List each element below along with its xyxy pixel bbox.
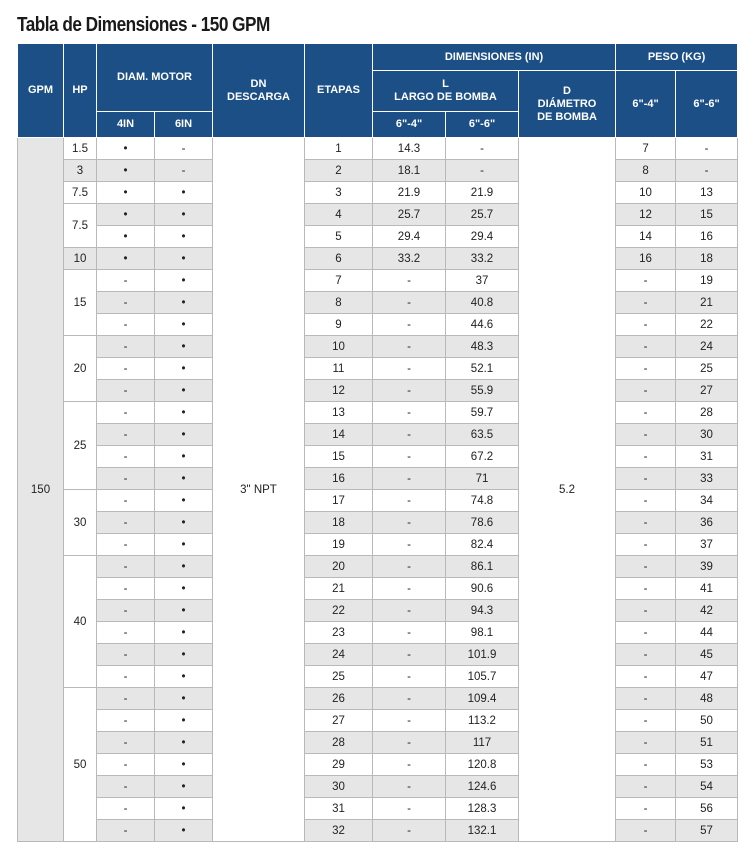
table-row bbox=[18, 666, 738, 688]
largo-66-cell: 90.6 bbox=[446, 578, 519, 600]
largo-64-cell: - bbox=[373, 358, 446, 380]
largo-66-cell: 113.2 bbox=[446, 710, 519, 732]
peso-64-cell: - bbox=[616, 534, 676, 556]
table-row bbox=[18, 776, 738, 798]
peso-64-cell: 7 bbox=[616, 138, 676, 160]
peso-66-cell: 22 bbox=[676, 314, 738, 336]
largo-66-cell: 37 bbox=[446, 270, 519, 292]
largo-66-cell: 59.7 bbox=[446, 402, 519, 424]
largo-66-cell: 25.7 bbox=[446, 204, 519, 226]
motor-6in-cell: • bbox=[155, 468, 213, 490]
largo-64-cell: - bbox=[373, 666, 446, 688]
largo-64-cell: - bbox=[373, 776, 446, 798]
table-row bbox=[18, 314, 738, 336]
largo-64-cell: - bbox=[373, 424, 446, 446]
hp-cell: 7.5 bbox=[64, 182, 97, 204]
peso-66-cell: 48 bbox=[676, 688, 738, 710]
largo-64-cell: 21.9 bbox=[373, 182, 446, 204]
motor-4in-cell: - bbox=[97, 578, 155, 600]
motor-4in-cell: - bbox=[97, 380, 155, 402]
largo-64-cell: - bbox=[373, 512, 446, 534]
motor-4in-cell: - bbox=[97, 556, 155, 578]
motor-4in-cell: - bbox=[97, 798, 155, 820]
motor-6in-cell: • bbox=[155, 644, 213, 666]
dimensions-table-container bbox=[17, 43, 738, 842]
motor-4in-cell: • bbox=[97, 182, 155, 204]
hp-cell: 20 bbox=[64, 336, 97, 402]
peso-64-cell: - bbox=[616, 424, 676, 446]
hp-cell: 50 bbox=[64, 688, 97, 842]
motor-4in-cell: - bbox=[97, 446, 155, 468]
header-l-label: L bbox=[442, 78, 449, 90]
motor-4in-cell: - bbox=[97, 754, 155, 776]
peso-64-cell: - bbox=[616, 468, 676, 490]
etapas-cell: 11 bbox=[305, 358, 373, 380]
motor-6in-cell: • bbox=[155, 710, 213, 732]
peso-66-cell: 42 bbox=[676, 600, 738, 622]
largo-64-cell: - bbox=[373, 446, 446, 468]
table-row bbox=[18, 754, 738, 776]
motor-4in-cell: • bbox=[97, 226, 155, 248]
peso-64-cell: - bbox=[616, 710, 676, 732]
motor-6in-cell: • bbox=[155, 820, 213, 842]
largo-66-cell: 78.6 bbox=[446, 512, 519, 534]
etapas-cell: 22 bbox=[305, 600, 373, 622]
etapas-cell: 15 bbox=[305, 446, 373, 468]
peso-66-cell: 50 bbox=[676, 710, 738, 732]
peso-66-cell: 33 bbox=[676, 468, 738, 490]
table-row bbox=[18, 600, 738, 622]
largo-64-cell: - bbox=[373, 336, 446, 358]
table-row bbox=[18, 248, 738, 270]
motor-4in-cell: - bbox=[97, 600, 155, 622]
motor-4in-cell: - bbox=[97, 666, 155, 688]
header-hp: HP bbox=[64, 44, 97, 138]
peso-66-cell: 24 bbox=[676, 336, 738, 358]
etapas-cell: 14 bbox=[305, 424, 373, 446]
header-motor-6in: 6IN bbox=[155, 112, 213, 138]
header-largo-bomba bbox=[373, 71, 519, 112]
table-row bbox=[18, 380, 738, 402]
etapas-cell: 10 bbox=[305, 336, 373, 358]
peso-66-cell: 44 bbox=[676, 622, 738, 644]
motor-4in-cell: - bbox=[97, 732, 155, 754]
motor-4in-cell: - bbox=[97, 644, 155, 666]
largo-64-cell: - bbox=[373, 556, 446, 578]
motor-6in-cell: • bbox=[155, 578, 213, 600]
table-row bbox=[18, 292, 738, 314]
largo-66-cell: 55.9 bbox=[446, 380, 519, 402]
table-row bbox=[18, 226, 738, 248]
table-row bbox=[18, 424, 738, 446]
largo-64-cell: - bbox=[373, 534, 446, 556]
header-dimensiones: DIMENSIONES (IN) bbox=[373, 44, 616, 71]
motor-6in-cell: • bbox=[155, 226, 213, 248]
table-row bbox=[18, 710, 738, 732]
page-title: Tabla de Dimensiones - 150 GPM bbox=[17, 14, 270, 36]
peso-64-cell: 10 bbox=[616, 182, 676, 204]
largo-66-cell: 74.8 bbox=[446, 490, 519, 512]
table-row bbox=[18, 688, 738, 710]
motor-4in-cell: • bbox=[97, 204, 155, 226]
peso-66-cell: 51 bbox=[676, 732, 738, 754]
peso-64-cell: - bbox=[616, 270, 676, 292]
peso-64-cell: - bbox=[616, 402, 676, 424]
etapas-cell: 2 bbox=[305, 160, 373, 182]
motor-4in-cell: - bbox=[97, 358, 155, 380]
motor-6in-cell: • bbox=[155, 688, 213, 710]
largo-64-cell: - bbox=[373, 468, 446, 490]
peso-64-cell: - bbox=[616, 600, 676, 622]
header-diam-motor: DIAM. MOTOR bbox=[97, 44, 213, 112]
etapas-cell: 27 bbox=[305, 710, 373, 732]
etapas-cell: 8 bbox=[305, 292, 373, 314]
table-row bbox=[18, 644, 738, 666]
peso-66-cell: 21 bbox=[676, 292, 738, 314]
motor-4in-cell: • bbox=[97, 160, 155, 182]
table-row bbox=[18, 138, 738, 160]
largo-64-cell: - bbox=[373, 600, 446, 622]
table-row bbox=[18, 336, 738, 358]
peso-66-cell: 27 bbox=[676, 380, 738, 402]
header-etapas: ETAPAS bbox=[305, 44, 373, 138]
etapas-cell: 26 bbox=[305, 688, 373, 710]
motor-4in-cell: - bbox=[97, 424, 155, 446]
motor-4in-cell: - bbox=[97, 688, 155, 710]
motor-6in-cell: • bbox=[155, 292, 213, 314]
motor-4in-cell: - bbox=[97, 270, 155, 292]
peso-66-cell: 31 bbox=[676, 446, 738, 468]
motor-6in-cell: • bbox=[155, 534, 213, 556]
gpm-cell: 150 bbox=[18, 138, 64, 842]
motor-6in-cell: • bbox=[155, 380, 213, 402]
largo-66-cell: 67.2 bbox=[446, 446, 519, 468]
largo-64-cell: - bbox=[373, 688, 446, 710]
largo-66-cell: 44.6 bbox=[446, 314, 519, 336]
peso-66-cell: 36 bbox=[676, 512, 738, 534]
largo-66-cell: 71 bbox=[446, 468, 519, 490]
header-l-64: 6"-4" bbox=[373, 112, 446, 138]
motor-6in-cell: • bbox=[155, 446, 213, 468]
peso-64-cell: - bbox=[616, 666, 676, 688]
etapas-cell: 4 bbox=[305, 204, 373, 226]
largo-64-cell: - bbox=[373, 622, 446, 644]
peso-64-cell: 8 bbox=[616, 160, 676, 182]
table-header bbox=[18, 44, 738, 138]
header-descarga-label: DESCARGA bbox=[227, 90, 290, 103]
peso-66-cell: 18 bbox=[676, 248, 738, 270]
largo-66-cell: 40.8 bbox=[446, 292, 519, 314]
largo-66-cell: 132.1 bbox=[446, 820, 519, 842]
table-row bbox=[18, 820, 738, 842]
etapas-cell: 3 bbox=[305, 182, 373, 204]
etapas-cell: 30 bbox=[305, 776, 373, 798]
motor-4in-cell: • bbox=[97, 248, 155, 270]
peso-66-cell: 47 bbox=[676, 666, 738, 688]
etapas-cell: 12 bbox=[305, 380, 373, 402]
peso-64-cell: - bbox=[616, 820, 676, 842]
motor-6in-cell: • bbox=[155, 490, 213, 512]
etapas-cell: 5 bbox=[305, 226, 373, 248]
header-diametro-label: DIÁMETRO bbox=[537, 97, 597, 110]
header-peso-66: 6"-6" bbox=[676, 71, 738, 138]
etapas-cell: 18 bbox=[305, 512, 373, 534]
largo-66-cell: 105.7 bbox=[446, 666, 519, 688]
motor-6in-cell: • bbox=[155, 732, 213, 754]
motor-4in-cell: - bbox=[97, 534, 155, 556]
motor-4in-cell: • bbox=[97, 138, 155, 160]
peso-64-cell: - bbox=[616, 754, 676, 776]
largo-64-cell: - bbox=[373, 292, 446, 314]
motor-6in-cell: • bbox=[155, 358, 213, 380]
largo-66-cell: 120.8 bbox=[446, 754, 519, 776]
header-diametro-bomba bbox=[519, 71, 616, 138]
dn-descarga-cell: 3" NPT bbox=[213, 138, 305, 842]
largo-66-cell: 86.1 bbox=[446, 556, 519, 578]
peso-64-cell: - bbox=[616, 380, 676, 402]
etapas-cell: 24 bbox=[305, 644, 373, 666]
diametro-bomba-cell: 5.2 bbox=[519, 138, 616, 842]
peso-66-cell: 16 bbox=[676, 226, 738, 248]
largo-64-cell: - bbox=[373, 754, 446, 776]
header-d-label: D bbox=[563, 84, 571, 97]
largo-64-cell: 14.3 bbox=[373, 138, 446, 160]
etapas-cell: 20 bbox=[305, 556, 373, 578]
table-row bbox=[18, 798, 738, 820]
table-row bbox=[18, 402, 738, 424]
largo-66-cell: 52.1 bbox=[446, 358, 519, 380]
largo-66-cell: 82.4 bbox=[446, 534, 519, 556]
peso-66-cell: 28 bbox=[676, 402, 738, 424]
table-row bbox=[18, 270, 738, 292]
motor-4in-cell: - bbox=[97, 292, 155, 314]
header-l-66: 6"-6" bbox=[446, 112, 519, 138]
peso-64-cell: - bbox=[616, 688, 676, 710]
etapas-cell: 19 bbox=[305, 534, 373, 556]
peso-66-cell: 56 bbox=[676, 798, 738, 820]
etapas-cell: 31 bbox=[305, 798, 373, 820]
peso-66-cell: 53 bbox=[676, 754, 738, 776]
motor-6in-cell: • bbox=[155, 556, 213, 578]
motor-6in-cell: • bbox=[155, 270, 213, 292]
header-peso-64: 6"-4" bbox=[616, 71, 676, 138]
table-row bbox=[18, 490, 738, 512]
table-row bbox=[18, 578, 738, 600]
motor-6in-cell: - bbox=[155, 160, 213, 182]
largo-64-cell: - bbox=[373, 710, 446, 732]
largo-66-cell: 98.1 bbox=[446, 622, 519, 644]
largo-66-cell: 33.2 bbox=[446, 248, 519, 270]
peso-64-cell: - bbox=[616, 798, 676, 820]
motor-6in-cell: • bbox=[155, 402, 213, 424]
peso-64-cell: - bbox=[616, 446, 676, 468]
motor-6in-cell: • bbox=[155, 512, 213, 534]
motor-6in-cell: • bbox=[155, 798, 213, 820]
largo-64-cell: 18.1 bbox=[373, 160, 446, 182]
header-de-bomba-label: DE BOMBA bbox=[537, 110, 597, 123]
motor-6in-cell: • bbox=[155, 182, 213, 204]
peso-64-cell: - bbox=[616, 732, 676, 754]
largo-64-cell: 33.2 bbox=[373, 248, 446, 270]
motor-6in-cell: • bbox=[155, 424, 213, 446]
motor-6in-cell: • bbox=[155, 248, 213, 270]
hp-cell: 30 bbox=[64, 490, 97, 556]
etapas-cell: 21 bbox=[305, 578, 373, 600]
etapas-cell: 28 bbox=[305, 732, 373, 754]
table-row bbox=[18, 160, 738, 182]
etapas-cell: 17 bbox=[305, 490, 373, 512]
etapas-cell: 29 bbox=[305, 754, 373, 776]
motor-6in-cell: • bbox=[155, 336, 213, 358]
peso-66-cell: 25 bbox=[676, 358, 738, 380]
etapas-cell: 16 bbox=[305, 468, 373, 490]
motor-6in-cell: • bbox=[155, 600, 213, 622]
motor-4in-cell: - bbox=[97, 336, 155, 358]
largo-64-cell: - bbox=[373, 314, 446, 336]
peso-64-cell: - bbox=[616, 556, 676, 578]
table-row bbox=[18, 468, 738, 490]
peso-66-cell: - bbox=[676, 160, 738, 182]
etapas-cell: 23 bbox=[305, 622, 373, 644]
motor-4in-cell: - bbox=[97, 820, 155, 842]
largo-66-cell: 101.9 bbox=[446, 644, 519, 666]
etapas-cell: 13 bbox=[305, 402, 373, 424]
motor-4in-cell: - bbox=[97, 402, 155, 424]
peso-66-cell: 45 bbox=[676, 644, 738, 666]
hp-cell: 25 bbox=[64, 402, 97, 490]
header-dn-label: DN bbox=[250, 77, 267, 90]
largo-66-cell: 29.4 bbox=[446, 226, 519, 248]
motor-6in-cell: • bbox=[155, 776, 213, 798]
header-peso: PESO (KG) bbox=[616, 44, 738, 71]
etapas-cell: 9 bbox=[305, 314, 373, 336]
table-row bbox=[18, 556, 738, 578]
table-row bbox=[18, 204, 738, 226]
largo-66-cell: - bbox=[446, 160, 519, 182]
etapas-cell: 7 bbox=[305, 270, 373, 292]
motor-4in-cell: - bbox=[97, 490, 155, 512]
peso-64-cell: - bbox=[616, 578, 676, 600]
motor-6in-cell: • bbox=[155, 666, 213, 688]
peso-66-cell: 57 bbox=[676, 820, 738, 842]
peso-66-cell: 30 bbox=[676, 424, 738, 446]
largo-66-cell: 124.6 bbox=[446, 776, 519, 798]
header-largo-label: LARGO DE BOMBA bbox=[394, 91, 497, 103]
peso-64-cell: - bbox=[616, 336, 676, 358]
peso-64-cell: 14 bbox=[616, 226, 676, 248]
hp-cell: 3 bbox=[64, 160, 97, 182]
largo-64-cell: - bbox=[373, 820, 446, 842]
peso-64-cell: - bbox=[616, 490, 676, 512]
peso-64-cell: - bbox=[616, 358, 676, 380]
largo-64-cell: - bbox=[373, 402, 446, 424]
largo-66-cell: 128.3 bbox=[446, 798, 519, 820]
peso-64-cell: - bbox=[616, 776, 676, 798]
peso-66-cell: - bbox=[676, 138, 738, 160]
peso-64-cell: - bbox=[616, 512, 676, 534]
largo-66-cell: 21.9 bbox=[446, 182, 519, 204]
largo-64-cell: - bbox=[373, 732, 446, 754]
hp-cell: 7.5 bbox=[64, 204, 97, 248]
motor-4in-cell: - bbox=[97, 468, 155, 490]
largo-66-cell: 109.4 bbox=[446, 688, 519, 710]
hp-cell: 40 bbox=[64, 556, 97, 688]
table-row bbox=[18, 182, 738, 204]
largo-64-cell: - bbox=[373, 578, 446, 600]
etapas-cell: 25 bbox=[305, 666, 373, 688]
motor-6in-cell: • bbox=[155, 754, 213, 776]
header-dn-descarga bbox=[213, 44, 305, 138]
peso-66-cell: 41 bbox=[676, 578, 738, 600]
peso-66-cell: 13 bbox=[676, 182, 738, 204]
peso-64-cell: - bbox=[616, 292, 676, 314]
largo-64-cell: - bbox=[373, 270, 446, 292]
table-row bbox=[18, 358, 738, 380]
motor-4in-cell: - bbox=[97, 776, 155, 798]
motor-6in-cell: • bbox=[155, 204, 213, 226]
hp-cell: 15 bbox=[64, 270, 97, 336]
largo-64-cell: - bbox=[373, 380, 446, 402]
peso-64-cell: - bbox=[616, 314, 676, 336]
largo-66-cell: 117 bbox=[446, 732, 519, 754]
peso-64-cell: - bbox=[616, 622, 676, 644]
etapas-cell: 1 bbox=[305, 138, 373, 160]
peso-66-cell: 54 bbox=[676, 776, 738, 798]
largo-66-cell: - bbox=[446, 138, 519, 160]
header-gpm: GPM bbox=[18, 44, 64, 138]
peso-66-cell: 34 bbox=[676, 490, 738, 512]
motor-4in-cell: - bbox=[97, 622, 155, 644]
peso-66-cell: 37 bbox=[676, 534, 738, 556]
peso-66-cell: 19 bbox=[676, 270, 738, 292]
motor-4in-cell: - bbox=[97, 314, 155, 336]
table-row bbox=[18, 622, 738, 644]
peso-66-cell: 39 bbox=[676, 556, 738, 578]
motor-6in-cell: - bbox=[155, 138, 213, 160]
table-row bbox=[18, 512, 738, 534]
peso-64-cell: 16 bbox=[616, 248, 676, 270]
motor-4in-cell: - bbox=[97, 710, 155, 732]
largo-64-cell: 29.4 bbox=[373, 226, 446, 248]
hp-cell: 1.5 bbox=[64, 138, 97, 160]
table-row bbox=[18, 446, 738, 468]
largo-66-cell: 48.3 bbox=[446, 336, 519, 358]
etapas-cell: 6 bbox=[305, 248, 373, 270]
largo-64-cell: 25.7 bbox=[373, 204, 446, 226]
motor-4in-cell: - bbox=[97, 512, 155, 534]
header-motor-4in: 4IN bbox=[97, 112, 155, 138]
peso-66-cell: 15 bbox=[676, 204, 738, 226]
motor-6in-cell: • bbox=[155, 622, 213, 644]
largo-64-cell: - bbox=[373, 798, 446, 820]
motor-6in-cell: • bbox=[155, 314, 213, 336]
peso-64-cell: 12 bbox=[616, 204, 676, 226]
peso-64-cell: - bbox=[616, 644, 676, 666]
table-body bbox=[18, 138, 738, 842]
largo-66-cell: 63.5 bbox=[446, 424, 519, 446]
table-row bbox=[18, 534, 738, 556]
dimensions-table bbox=[17, 43, 738, 842]
largo-64-cell: - bbox=[373, 644, 446, 666]
etapas-cell: 32 bbox=[305, 820, 373, 842]
largo-64-cell: - bbox=[373, 490, 446, 512]
hp-cell: 10 bbox=[64, 248, 97, 270]
largo-66-cell: 94.3 bbox=[446, 600, 519, 622]
table-row bbox=[18, 732, 738, 754]
